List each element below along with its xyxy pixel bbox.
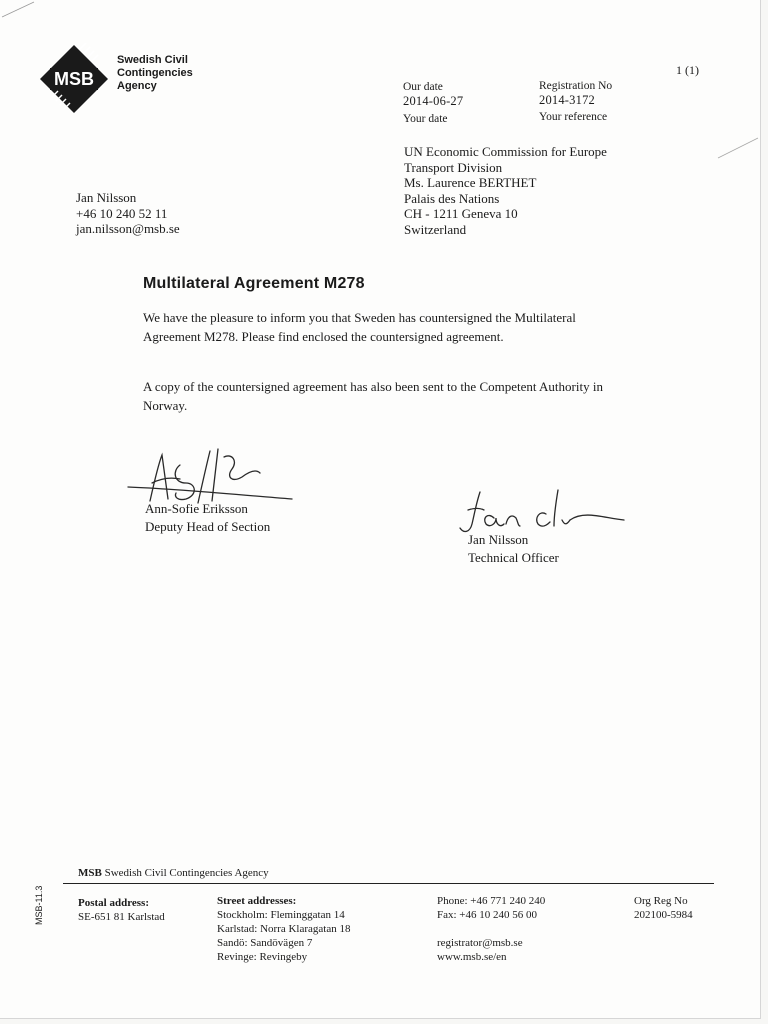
sender-phone: +46 10 240 52 11: [76, 205, 168, 221]
signatory-name: Jan Nilsson: [468, 532, 529, 547]
street-header: Street addresses:: [217, 895, 297, 907]
recipient-address: [404, 144, 607, 237]
postal-header: Postal address:: [78, 897, 149, 909]
recipient-line: Ms. Laurence BERTHET: [404, 175, 537, 190]
your-date-label: Your date: [403, 113, 448, 125]
your-reference-label: Your reference: [539, 111, 608, 123]
org-reg-number: 202100-5984: [634, 909, 693, 921]
street-address: Karlstad: Norra Klaragatan 18: [217, 923, 351, 935]
signatory-jan-nilsson: [468, 531, 559, 567]
footer-phone: Phone: +46 771 240 240: [437, 895, 546, 907]
footer-agency: [78, 867, 269, 879]
footer-divider: [63, 883, 714, 884]
signatory-ann-sofie-eriksson: [145, 500, 270, 536]
agency-name: [117, 54, 207, 93]
sender-name: Jan Nilsson: [76, 190, 137, 205]
postal-address: SE-651 81 Karlstad: [78, 911, 165, 923]
footer-website: www.msb.se/en: [437, 951, 507, 963]
signatory-title: Technical Officer: [468, 550, 559, 565]
footer-street: [217, 894, 350, 964]
street-address: Revinge: Revingeby: [217, 951, 308, 963]
body-paragraph: We have the pleasure to inform you that Sweden has countersigned the Multilateral Agreement M278. Please find enclosed the countersigned agreement.: [143, 310, 576, 344]
agency-name-line: Agency: [117, 80, 157, 92]
footer-fax: Fax: +46 10 240 56 00: [437, 909, 538, 921]
org-reg-label: Org Reg No: [634, 895, 688, 907]
msb-logo: [38, 43, 110, 115]
recipient-line: CH - 1211 Geneva 10: [404, 206, 518, 221]
letter-subject: Multilateral Agreement M278: [143, 275, 365, 292]
logo-text: MSB: [54, 69, 94, 89]
footer-agency-abbr: MSB: [78, 867, 102, 879]
street-address: Sandö: Sandövägen 7: [217, 937, 313, 949]
msb-logo-icon: [38, 43, 110, 115]
body-paragraph: A copy of the countersigned agreement has also been sent to the Competent Authority in Norway.: [143, 379, 603, 413]
footer-email: registrator@msb.se: [437, 937, 523, 949]
recipient-line: UN Economic Commission for Europe: [404, 144, 607, 159]
our-date-label: Our date: [403, 81, 443, 93]
footer-web: [437, 936, 523, 964]
page-number: 1 (1): [676, 63, 699, 77]
recipient-line: Palais des Nations: [404, 190, 500, 206]
document-code: MSB-11.3: [34, 885, 44, 925]
footer-phone-fax: [437, 894, 545, 922]
street-address: Stockholm: Fleminggatan 14: [217, 909, 345, 921]
sender-email: jan.nilsson@msb.se: [76, 221, 180, 236]
agency-name-line: Swedish Civil: [117, 54, 188, 66]
footer-agency-name: Swedish Civil Contingencies Agency: [104, 867, 269, 879]
signatory-title: Deputy Head of Section: [145, 519, 271, 534]
our-date: 2014-06-27: [403, 94, 464, 108]
recipient-line: Transport Division: [404, 159, 503, 175]
registration-label: Registration No: [539, 80, 613, 92]
recipient-line: Switzerland: [404, 221, 467, 237]
agency-name-line: Contingencies: [117, 67, 193, 79]
footer-org-reg: [634, 894, 693, 922]
registration-number: 2014-3172: [539, 93, 595, 107]
scan-mark-top-left: [0, 0, 40, 20]
signatory-name: Ann-Sofie Eriksson: [145, 501, 248, 516]
footer-postal: [78, 896, 165, 924]
scan-mark-right: [716, 130, 760, 170]
sender-contact: [76, 190, 180, 237]
